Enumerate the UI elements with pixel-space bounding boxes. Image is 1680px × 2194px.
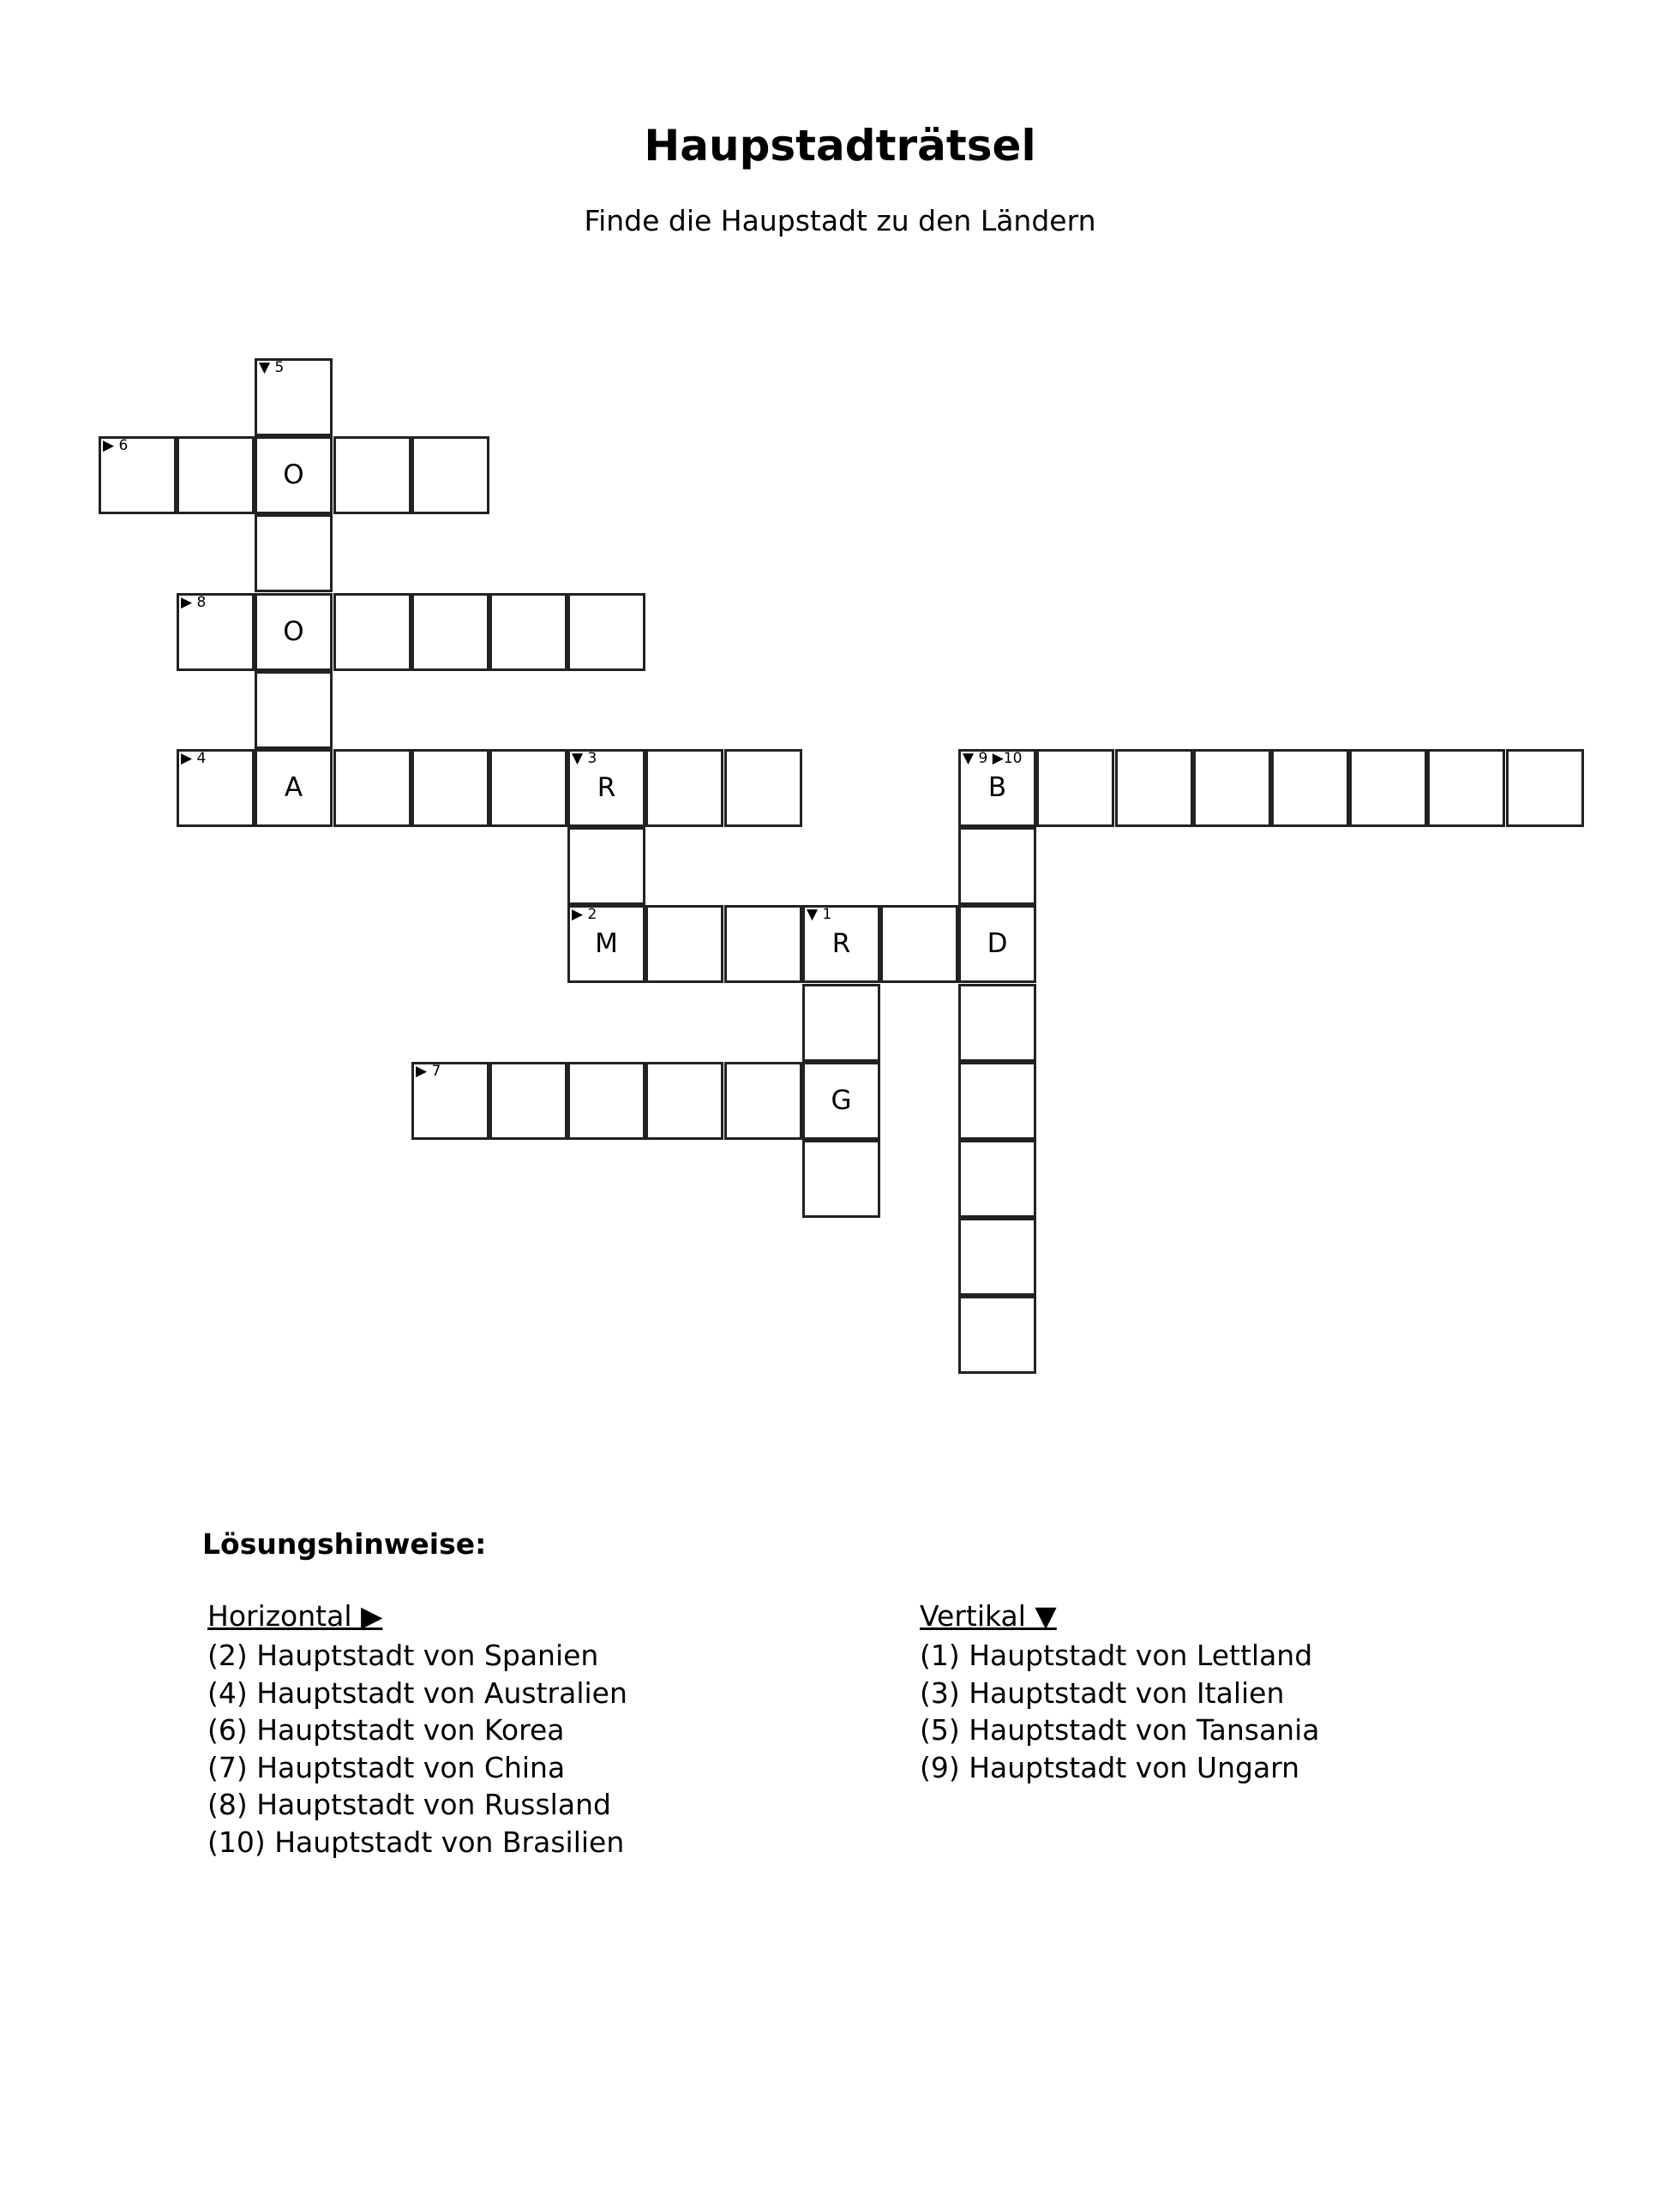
across-clue-list	[207, 1637, 627, 1861]
crossword-cell[interactable]	[177, 749, 255, 827]
crossword-cell[interactable]	[724, 1062, 802, 1140]
clue-item: (6) Hauptstadt von Korea	[207, 1713, 565, 1747]
cell-letter: O	[283, 616, 304, 647]
crossword-cell[interactable]	[333, 749, 411, 827]
crossword-cell[interactable]	[489, 1062, 567, 1140]
crossword-cell[interactable]	[489, 749, 567, 827]
clue-item: (9) Hauptstadt von Ungarn	[920, 1750, 1300, 1784]
crossword-cell[interactable]	[255, 436, 333, 514]
cell-number: ▶ 4	[181, 750, 207, 767]
clue-item: (1) Hauptstadt von Lettland	[920, 1639, 1313, 1672]
crossword-cell[interactable]	[489, 593, 567, 671]
crossword-cell[interactable]	[567, 593, 645, 671]
crossword-cell[interactable]	[255, 358, 333, 436]
crossword-cell[interactable]	[958, 827, 1036, 905]
cell-number: ▶ 2	[572, 906, 597, 923]
crossword-cell[interactable]	[567, 905, 645, 983]
crossword-cell[interactable]	[802, 984, 880, 1062]
crossword-cell[interactable]	[567, 1062, 645, 1140]
crossword-cell[interactable]	[411, 749, 489, 827]
crossword-cell[interactable]	[958, 749, 1036, 827]
crossword-cell[interactable]	[255, 749, 333, 827]
down-clues	[920, 1599, 1319, 1786]
cell-letter: O	[283, 459, 304, 490]
cell-letter: B	[987, 772, 1007, 803]
cell-letter: R	[831, 928, 851, 959]
clue-item: (10) Hauptstadt von Brasilien	[207, 1825, 625, 1859]
crossword-cell[interactable]	[724, 749, 802, 827]
crossword-cell[interactable]	[958, 1140, 1036, 1218]
cell-number: ▼ 9 ▶10	[963, 750, 1023, 767]
crossword-cell[interactable]	[645, 1062, 723, 1140]
clues-heading: Lösungshinweise:	[202, 1527, 487, 1561]
crossword-cell[interactable]	[802, 1140, 880, 1218]
crossword-cell[interactable]	[1427, 749, 1505, 827]
crossword-cell[interactable]	[255, 671, 333, 749]
crossword-cell[interactable]	[177, 436, 255, 514]
clue-item: (8) Hauptstadt von Russland	[207, 1788, 611, 1821]
crossword-cell[interactable]	[1349, 749, 1427, 827]
crossword-cell[interactable]	[411, 436, 489, 514]
cell-number: ▶ 7	[416, 1063, 441, 1080]
crossword-cell[interactable]	[567, 749, 645, 827]
crossword-cell[interactable]	[958, 1062, 1036, 1140]
crossword-cell[interactable]	[958, 1218, 1036, 1296]
crossword-cell[interactable]	[177, 593, 255, 671]
crossword-cell[interactable]	[333, 436, 411, 514]
cell-number: ▼ 3	[572, 750, 597, 767]
crossword-cell[interactable]	[958, 1296, 1036, 1374]
page-subtitle: Finde die Haupstadt zu den Ländern	[584, 204, 1096, 237]
cell-number: ▼ 5	[259, 359, 285, 376]
across-clues-title: Horizontal ▶	[207, 1599, 383, 1633]
crossword-cell[interactable]	[333, 593, 411, 671]
crossword-cell[interactable]	[645, 749, 723, 827]
crossword-cell[interactable]	[645, 905, 723, 983]
cell-letter: R	[597, 772, 616, 803]
crossword-cell[interactable]	[1036, 749, 1114, 827]
cell-number: ▼ 1	[807, 906, 832, 923]
clue-item: (4) Hauptstadt von Australien	[207, 1675, 627, 1710]
clue-item: (2) Hauptstadt von Spanien	[207, 1639, 599, 1672]
cell-letter: M	[595, 928, 618, 959]
crossword-cell[interactable]	[567, 827, 645, 905]
crossword-cell[interactable]	[958, 984, 1036, 1062]
crossword-cell[interactable]	[724, 905, 802, 983]
down-clues-title: Vertikal ▼	[920, 1599, 1057, 1633]
cell-letter: D	[987, 928, 1008, 959]
clue-item: (7) Hauptstadt von China	[207, 1750, 566, 1784]
crossword-cell[interactable]	[802, 1062, 880, 1140]
crossword-cell[interactable]	[1506, 749, 1584, 827]
crossword-cell[interactable]	[255, 514, 333, 592]
crossword-cell[interactable]	[411, 1062, 489, 1140]
clue-item: (5) Hauptstadt von Tansania	[920, 1713, 1320, 1747]
crossword-cell[interactable]	[802, 905, 880, 983]
crossword-cell[interactable]	[958, 905, 1036, 983]
across-clues	[207, 1599, 627, 1861]
page-title: Haupstadträtsel	[644, 121, 1036, 171]
crossword-cell[interactable]	[411, 593, 489, 671]
crossword-cell[interactable]	[1115, 749, 1193, 827]
cell-letter: A	[284, 772, 303, 803]
down-clue-list	[920, 1637, 1319, 1786]
cell-number: ▶ 8	[181, 594, 207, 611]
crossword-cell[interactable]	[880, 905, 958, 983]
cell-letter: G	[831, 1085, 852, 1116]
crossword-cell[interactable]	[99, 436, 177, 514]
cell-number: ▶ 6	[103, 437, 129, 454]
crossword-cell[interactable]	[1271, 749, 1349, 827]
clue-item: (3) Hauptstadt von Italien	[920, 1675, 1285, 1710]
crossword-cell[interactable]	[255, 593, 333, 671]
crossword-cell[interactable]	[1193, 749, 1271, 827]
